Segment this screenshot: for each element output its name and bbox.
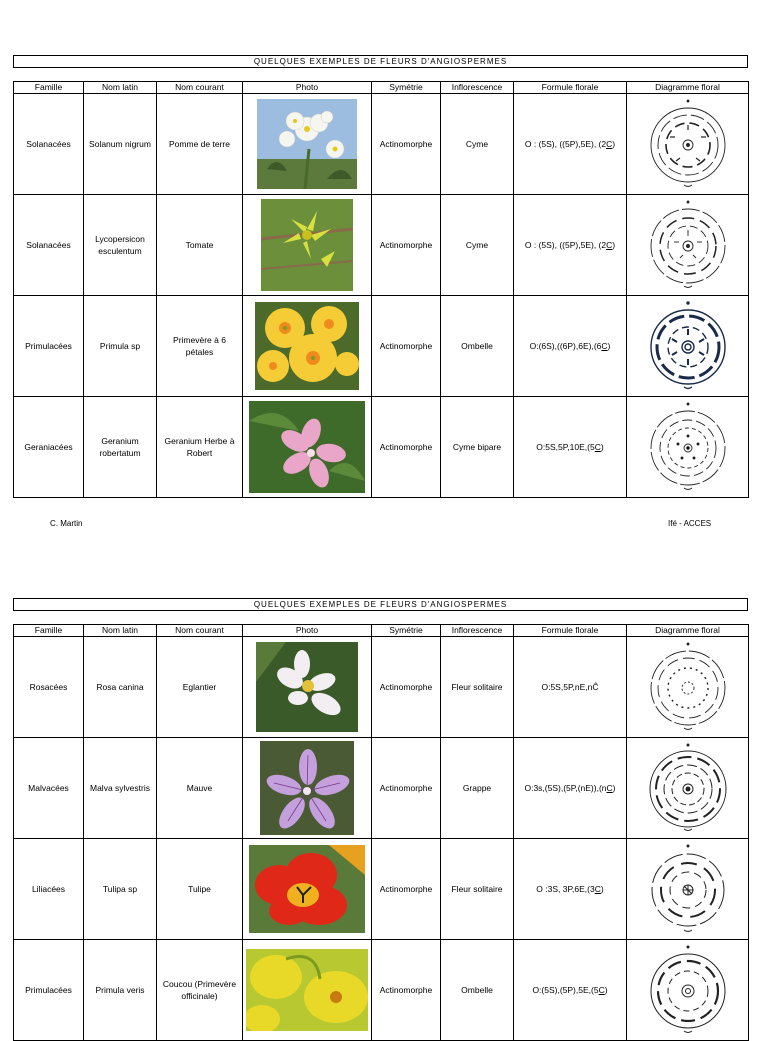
table-row <box>14 738 749 839</box>
header-diagramme: Diagramme floral <box>627 82 749 94</box>
photo-tulipa-flower <box>249 845 365 933</box>
cell-symetrie: Actinomorphe <box>372 738 441 839</box>
table-row <box>14 637 749 738</box>
cell-famille: Solanacées <box>14 195 84 296</box>
sheet-2 <box>13 598 748 1041</box>
formule-main: O : (5S), ((5P),5E), (2 <box>524 240 607 250</box>
formule-main: O:5S,5P,10E,(5 <box>536 442 595 452</box>
photo-rosa-flower <box>256 642 358 732</box>
cell-nom-latin: Solanum nigrum <box>84 94 157 195</box>
table-row <box>14 296 749 397</box>
cell-symetrie: Actinomorphe <box>372 94 441 195</box>
cell-photo <box>243 397 372 498</box>
header-formule: Formule florale <box>514 82 627 94</box>
cell-inflorescence: Cyme <box>441 195 514 296</box>
cell-formule <box>514 940 627 1041</box>
cell-nom-courant: Coucou (Primevère officinale) <box>157 940 243 1041</box>
header-formule: Formule florale <box>514 625 627 637</box>
header-inflorescence: Inflorescence <box>441 82 514 94</box>
cell-symetrie: Actinomorphe <box>372 296 441 397</box>
header-nom-latin: Nom latin <box>84 625 157 637</box>
floral-diagram <box>627 842 748 936</box>
cell-inflorescence: Ombelle <box>441 940 514 1041</box>
cell-nom-courant: Mauve <box>157 738 243 839</box>
floral-diagram <box>627 198 748 292</box>
floral-diagram <box>627 943 748 1037</box>
header-nom-courant: Nom courant <box>157 82 243 94</box>
cell-nom-courant: Geranium Herbe à Robert <box>157 397 243 498</box>
formule-end: ) <box>607 341 611 351</box>
header-row <box>14 625 749 637</box>
cell-formule <box>514 738 627 839</box>
cell-nom-latin: Rosa canina <box>84 637 157 738</box>
cell-photo <box>243 738 372 839</box>
formule-end: ) <box>612 240 616 250</box>
cell-formule <box>514 94 627 195</box>
cell-symetrie: Actinomorphe <box>372 637 441 738</box>
floral-diagram <box>627 299 748 393</box>
table-row <box>14 940 749 1041</box>
cell-formule <box>514 637 627 738</box>
cell-photo <box>243 195 372 296</box>
cell-formule <box>514 296 627 397</box>
photo-primula-veris-flower <box>246 949 368 1031</box>
formule-main: O:3s,(5S),(5P,(nE)),(n <box>524 783 607 793</box>
cell-nom-courant: Tulipe <box>157 839 243 940</box>
formule-carpel: C <box>598 985 605 995</box>
formule-carpel: C <box>606 783 613 793</box>
cell-inflorescence: Fleur solitaire <box>441 637 514 738</box>
cell-famille: Malvacées <box>14 738 84 839</box>
cell-diagramme <box>627 296 749 397</box>
header-nom-latin: Nom latin <box>84 82 157 94</box>
cell-nom-latin: Lycopersicon esculentum <box>84 195 157 296</box>
cell-photo <box>243 94 372 195</box>
table-row <box>14 839 749 940</box>
formule-end: ) <box>600 442 604 452</box>
cell-nom-latin: Primula sp <box>84 296 157 397</box>
formule-main: O :3S, 3P,6E,(3 <box>536 884 595 894</box>
cell-diagramme <box>627 940 749 1041</box>
cell-nom-latin: Tulipa sp <box>84 839 157 940</box>
cell-photo <box>243 637 372 738</box>
cell-diagramme <box>627 195 749 296</box>
sheet-title: QUELQUES EXEMPLES DE FLEURS D'ANGIOSPERMES <box>13 55 748 68</box>
cell-famille: Primulacées <box>14 940 84 1041</box>
cell-inflorescence: Cyme bipare <box>441 397 514 498</box>
cell-formule <box>514 195 627 296</box>
header-famille: Famille <box>14 82 84 94</box>
header-symetrie: Symétrie <box>372 82 441 94</box>
formule-main: O:(5S),(5P),5E,(5 <box>532 985 599 995</box>
table-row <box>14 397 749 498</box>
formule-main: O:5S,5P,nE,n <box>541 682 593 692</box>
sheet-1 <box>13 55 748 498</box>
cell-nom-latin: Malva sylvestris <box>84 738 157 839</box>
header-symetrie: Symétrie <box>372 625 441 637</box>
formule-carpel: C <box>606 240 613 250</box>
cell-nom-latin: Geranium robertatum <box>84 397 157 498</box>
table-row <box>14 94 749 195</box>
cell-inflorescence: Fleur solitaire <box>441 839 514 940</box>
cell-symetrie: Actinomorphe <box>372 397 441 498</box>
formule-end: ) <box>604 985 608 995</box>
cell-famille: Solanacées <box>14 94 84 195</box>
formule-main: O:(6S),((6P),6E),(6 <box>529 341 602 351</box>
cell-famille: Primulacées <box>14 296 84 397</box>
header-diagramme: Diagramme floral <box>627 625 749 637</box>
floral-diagram <box>627 97 748 191</box>
formule-end: ) <box>612 783 616 793</box>
cell-inflorescence: Cyme <box>441 94 514 195</box>
cell-famille: Rosacées <box>14 637 84 738</box>
formule-end: ) <box>612 139 616 149</box>
cell-formule <box>514 397 627 498</box>
flowers-table-2 <box>13 624 749 1041</box>
photo-tomato-flower <box>261 199 353 291</box>
cell-diagramme <box>627 637 749 738</box>
flowers-table-1 <box>13 81 749 498</box>
cell-nom-courant: Primevère à 6 pétales <box>157 296 243 397</box>
formule-carpel: C <box>594 442 601 452</box>
header-nom-courant: Nom courant <box>157 625 243 637</box>
formule-carpel: C <box>601 341 608 351</box>
cell-symetrie: Actinomorphe <box>372 940 441 1041</box>
cell-photo <box>243 296 372 397</box>
header-famille: Famille <box>14 625 84 637</box>
cell-diagramme <box>627 738 749 839</box>
footer-source: Ifé - ACCES <box>668 519 712 528</box>
cell-nom-courant: Tomate <box>157 195 243 296</box>
cell-photo <box>243 940 372 1041</box>
cell-photo <box>243 839 372 940</box>
sheet-title: QUELQUES EXEMPLES DE FLEURS D'ANGIOSPERMES <box>13 598 748 611</box>
photo-potato-flower <box>257 99 357 189</box>
cell-famille: Liliacées <box>14 839 84 940</box>
cell-symetrie: Actinomorphe <box>372 839 441 940</box>
formule-carpel: C <box>606 139 613 149</box>
floral-diagram <box>627 640 748 734</box>
formule-end: ) <box>600 884 604 894</box>
cell-diagramme <box>627 839 749 940</box>
photo-primula-flower <box>255 302 359 390</box>
cell-diagramme <box>627 94 749 195</box>
cell-diagramme <box>627 397 749 498</box>
header-photo: Photo <box>243 82 372 94</box>
cell-nom-courant: Pomme de terre <box>157 94 243 195</box>
floral-diagram <box>627 400 748 494</box>
cell-famille: Geraniacées <box>14 397 84 498</box>
cell-inflorescence: Grappe <box>441 738 514 839</box>
cell-formule <box>514 839 627 940</box>
table-row <box>14 195 749 296</box>
cell-nom-courant: Eglantier <box>157 637 243 738</box>
formule-carpel: Ĉ <box>592 682 599 692</box>
formule-carpel: C <box>594 884 601 894</box>
cell-nom-latin: Primula veris <box>84 940 157 1041</box>
footer-author: C. Martin <box>50 519 83 528</box>
formule-main: O : (5S), ((5P),5E), (2 <box>524 139 607 149</box>
floral-diagram <box>627 741 748 835</box>
header-photo: Photo <box>243 625 372 637</box>
header-inflorescence: Inflorescence <box>441 625 514 637</box>
header-row <box>14 82 749 94</box>
photo-geranium-flower <box>249 401 365 493</box>
cell-inflorescence: Ombelle <box>441 296 514 397</box>
photo-malva-flower <box>260 741 354 835</box>
cell-symetrie: Actinomorphe <box>372 195 441 296</box>
